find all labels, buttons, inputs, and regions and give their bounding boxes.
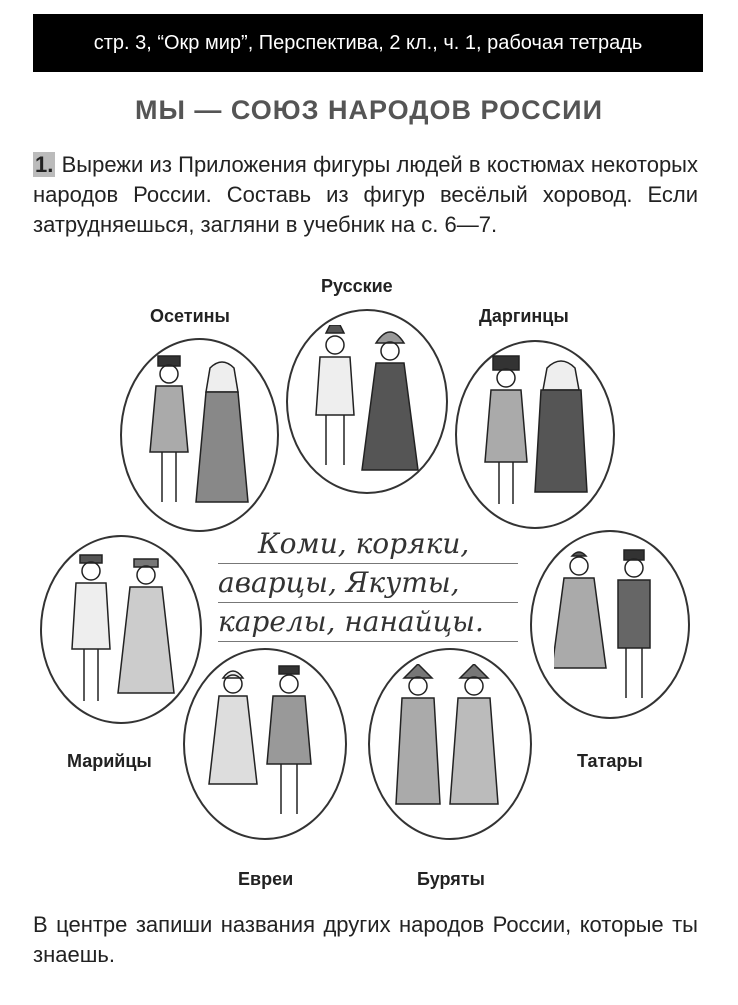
task-1-number: 1.: [35, 152, 54, 177]
mari-costume-illustration: [66, 553, 178, 713]
header-bar: [33, 14, 703, 72]
task-1: [33, 150, 698, 240]
task-1-text: Вырежи из Приложения фигуры людей в костюмах некоторых народов России. Составь из фигур весёлый хоровод. Если затрудняешься, загляни в учебник на с. 6—7.: [33, 152, 698, 237]
jewish-costume-illustration: [207, 664, 323, 824]
label-tatar: Татары: [577, 751, 643, 771]
buryat-costume-illustration: [392, 664, 508, 824]
oval-buryat: [368, 648, 532, 840]
header-text: стр. 3, “Окр мир”, Перспектива, 2 кл., ч. 1, рабочая тетрадь: [93, 32, 643, 54]
ossetian-costume-illustration: [144, 352, 256, 517]
label-jewish: Евреи: [238, 869, 294, 889]
label-dargin: Даргинцы: [479, 306, 569, 326]
dargin-costume-illustration: [481, 354, 593, 514]
handwritten-line-2: аварцы, Якуты,: [218, 564, 518, 603]
tatar-costume-illustration: [554, 548, 666, 708]
page-title: МЫ — СОЮЗ НАРОДОВ РОССИИ: [134, 95, 603, 125]
oval-dargin: [455, 340, 615, 529]
oval-ossetian: [120, 338, 279, 532]
task-2-text: В центре запиши названия других народов России, которые ты знаешь.: [33, 912, 698, 967]
russian-costume-illustration: [310, 325, 426, 480]
handwritten-answer: [218, 525, 518, 642]
handwritten-line-3: карелы, нанайцы.: [218, 603, 518, 642]
oval-tatar: [530, 530, 690, 719]
handwritten-line-1: Коми, коряки,: [218, 525, 518, 564]
oval-russian: [286, 309, 448, 494]
label-ossetian: Осетины: [150, 306, 230, 326]
oval-mari: [40, 535, 202, 724]
label-mari: Марийцы: [67, 751, 152, 771]
label-buryat: Буряты: [417, 869, 485, 889]
task-2: [33, 910, 698, 970]
oval-jewish: [183, 648, 347, 840]
label-russian: Русские: [321, 276, 393, 296]
